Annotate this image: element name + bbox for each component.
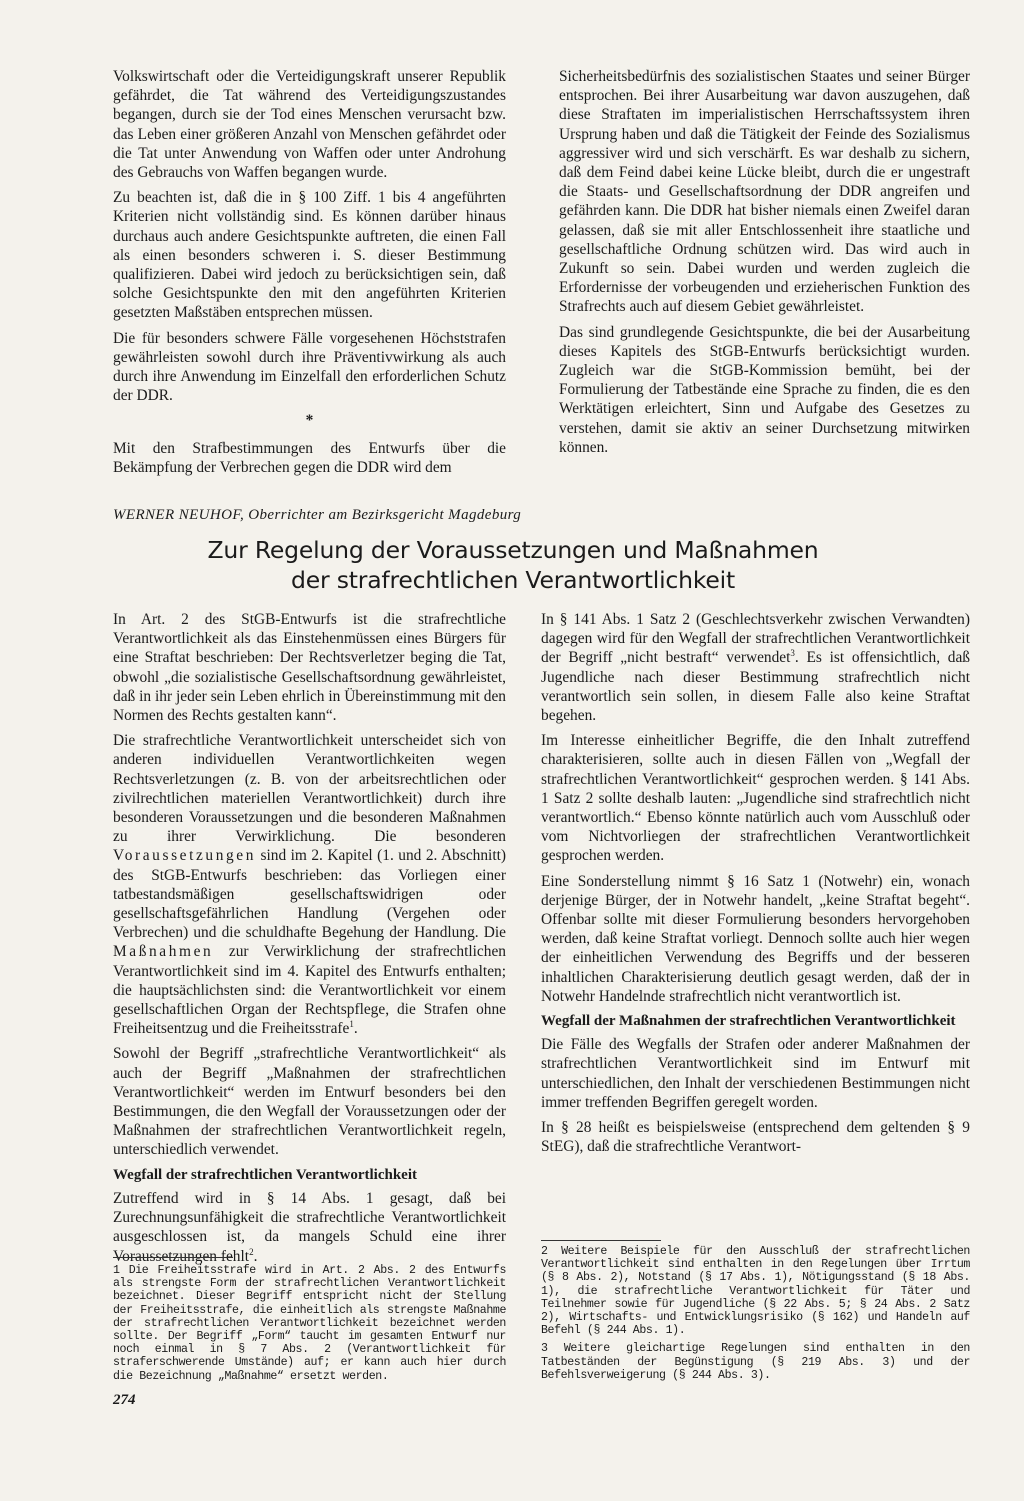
section-separator-asterisk: * bbox=[305, 412, 314, 430]
article-title-line: Zur Regelung der Voraussetzungen und Maßnahmen bbox=[207, 536, 819, 564]
emphasized-term: Voraussetzungen bbox=[113, 847, 257, 865]
footnote-rule bbox=[113, 1257, 233, 1258]
article-title bbox=[118, 535, 908, 595]
paragraph: Mit den Strafbestimmungen des Entwurfs über die Bekämpfung der Verbrechen gegen die DDR wird dem bbox=[113, 439, 506, 476]
paragraph: In § 28 heißt es beispielsweise (entsprechend dem geltenden § 9 StEG), daß die strafrechtliche Verantwort- bbox=[541, 1119, 970, 1156]
paragraph: Zu beachten ist, daß die in § 100 Ziff. 1 bis 4 angeführten Kriterien nicht vollständig sind. Es können darüber hinaus durchaus auch andere Gesichtspunkte auftreten, die einen Fall als einen besonders schweren i. S. dieser Bestimmung qualifizieren. Dabei wird jedoch zu berücksichtigen sein, daß solche Gesichtspunkte den mit den angeführten Kriterien gesetzten Maßstäben entsprechen müssen. bbox=[113, 189, 506, 322]
footnote-ref: 1 bbox=[349, 1019, 354, 1030]
paragraph: Die strafrechtliche Verantwortlichkeit unterscheidet sich von anderen individuellen Verantwortlichkeiten wegen Rechtsverletzungen (z. B. von der arbeitsrechtlichen oder zivilrechtlichen materiellen Verantwortlichkeit) durch ihre besonderen Voraussetzungen und die besonderen Maßnahmen zu ihrer Verwirklichung. Die besonderen Voraussetzungen sind im 2. Kapitel (1. und 2. Abschnitt) des StGB-Entwurfs beschrieben: das Vorliegen einer tatbestandsmäßigen gesellschaftswidrigen oder gesellschaftsgefährlichen Handlung (Vergehen oder Verbrechen) und die schuldhafte Begehung der Handlung. Die Maßnahmen zur Verwirklichung der strafrechtlichen Verantwortlichkeit sind im 4. Kapitel des Entwurfs enthalten; die hauptsächlichsten sind: die Verantwortlichkeit vor einem gesellschaftlichen Organ der Rechtspflege, die Strafen ohne Freiheitsentzug und die Freiheitsstrafe$^1$. bbox=[113, 732, 506, 1038]
section-heading: Wegfall der strafrechtlichen Verantwortlichkeit bbox=[113, 1166, 417, 1183]
page-number: 274 bbox=[113, 1392, 136, 1408]
paragraph: In Art. 2 des StGB-Entwurfs ist die strafrechtliche Verantwortlichkeit als das Einstehenmüssen eines Bürgers für eine Straftat beschrieben: Der Rechtsverletzer beging die Tat, obwohl „die sozialistische Gesellschaftsordnung gewährleistet, daß in ihr jeder sein Leben ehrlich in Übereinstimmung mit den Normen des Rechts gestalten kann“. bbox=[113, 611, 506, 725]
paragraph: Das sind grundlegende Gesichtspunkte, die bei der Ausarbeitung dieses Kapitels des StGB-Entwurfs berücksichtigt wurden. Zugleich war die StGB-Kommission bemüht, bei der Formulierung der Tatbestände eine Sprache zu finden, die es den Werktätigen erleichtert, Sinn und Aufgabe des Gesetzes zu verstehen, damit sie aktiv an seiner Durchsetzung mitwirken können. bbox=[559, 323, 970, 456]
paragraph: Sowohl der Begriff „strafrechtliche Verantwortlichkeit“ als auch der Begriff „Maßnahmen der strafrechtlichen Verantwortlichkeit“ werden im Entwurf besonders bei den Bestimmungen, die den Wegfall der Voraussetzungen oder der Maßnahmen der strafrechtlichen Verantwortlichkeit regeln, unterschiedlich verwendet. bbox=[113, 1045, 506, 1159]
footnotes-left bbox=[113, 1264, 506, 1388]
top-right-column bbox=[559, 67, 970, 457]
paragraph: Volkswirtschaft oder die Verteidigungskraft unserer Republik gefährdet, die Tat während des Verteidigungszustandes begangen, durch sie der Tod eines Menschen verursacht bzw. das Leben einer größeren Anzahl von Menschen gefährdet oder die Tat unter Anwendung von Waffen oder unter Androhung des Gebrauchs von Waffen begangen wurde. bbox=[113, 68, 506, 182]
text-run: zur Verwirklichung der strafrechtlichen Verantwortlichkeit sind im 4. Kapitel des Entwurfs enthalten; die hauptsächlichsten sind: die Verantwortlichkeit vor einem gesellschaftlichen Organ der Rechtspflege, die Strafen ohne Freiheitsentzug und die Freiheitsstrafe bbox=[113, 943, 506, 1038]
paragraph: Im Interesse einheitlicher Begriffe, die den Inhalt zutreffend charakterisieren, sollte auch in diesen Fällen von „Wegfall der strafrechtlichen Verantwortlichkeit“ gesprochen werden. § 141 Abs. 1 Satz 2 sollte deshalb lauten: „Jugendliche sind strafrechtlich nicht verantwortlich.“ Ebenso könnte natürlich auch vom Ausschluß oder vom Nichtvorliegen der strafrechtlichen Verantwortlichkeit gesprochen werden. bbox=[541, 732, 970, 865]
footnote-ref: 3 bbox=[790, 648, 795, 659]
paragraph: Sicherheitsbedürfnis des sozialistischen Staates und seiner Bürger entsprochen. Bei ihrer Ausarbeitung war davon auszugehen, daß diese Straftaten im imperialistischen Herrschaftssystem ihren Ursprung haben und daß die Tätigkeit der Feinde des Sozialismus aggressiver wird und sich verschärft. Es war deshalb zu sichern, daß dem Feind dabei keine Lücke bleibt, durch die er ungestraft die Staats- und Gesellschaftsordnung der DDR angreifen und gefährden kann. Die DDR hat bisher niemals einen Zweifel daran gelassen, daß sie mit aller Entschlossenheit ihre staatliche und gesellschaftliche Ordnung schützen wird. Das wird auch in Zukunft so sein. Dabei wurden und werden zugleich die Erfordernisse der vorbeugenden und erzieherischen Funktion des Strafrechts auch auf diesem Gebiet gewährleistet. bbox=[559, 68, 970, 316]
text-run: . Es ist offensichtlich, daß Jugendliche nach dieser Bestimmung strafrechtlich nicht verantwortlich sein sollen, in diesem Falle also keine Straftat begehen. bbox=[541, 649, 970, 725]
text-run: Zutreffend wird in § 14 Abs. 1 gesagt, daß bei Zurechnungsunfähigkeit die strafrechtliche Verantwortlichkeit ausgeschlossen ist, da mangels Schuld eine ihrer Voraussetzungen fehlt bbox=[113, 1189, 506, 1265]
footnote: 1 Die Freiheitsstrafe wird in Art. 2 Abs. 2 des Entwurfs als strengste Form der strafrechtlichen Verantwortlichkeit bezeichnet. Dieser Begriff entspricht nicht der Stellung der Freiheitsstrafe, die einheitlich als strengste Maßnahme der strafrechtlichen Verantwortlichkeit bezeichnet werden sollte. Der Begriff „Form“ taucht im gesamten Entwurf nur noch einmal in § 7 Abs. 2 (Verantwortlichkeit für straferschwerende Umstände) auf; er kann auch hier durch die Bezeichnung „Maßnahme“ ersetzt werden. bbox=[113, 1264, 506, 1383]
footnote-rule bbox=[541, 1240, 661, 1241]
paragraph: Die für besonders schwere Fälle vorgesehenen Höchststrafen gewährleisten sowohl durch ihre Präventivwirkung als auch durch ihre Anwendung im Einzelfall den erforderlichen Schutz der DDR. bbox=[113, 329, 506, 405]
article-title-line: der strafrechtlichen Verantwortlichkeit bbox=[290, 566, 736, 594]
footnote: 2 Weitere Beispiele für den Ausschluß der strafrechtlichen Verantwortlichkeit sind enthalten in den Regelungen über Irrtum (§ 8 Abs. 2), Notstand (§ 17 Abs. 1), Nötigungsstand (§ 18 Abs. 1), die strafrechtliche Verantwortlichkeit für Täter und Teilnehmer sowie für Jugendliche (§ 22 Abs. 5; § 24 Abs. 2 Satz 2), Wirtschafts- und Entwicklungsrisiko (§ 162) und Handeln auf Befehl (§ 244 Abs. 1). bbox=[541, 1245, 970, 1338]
text-run: In § 141 Abs. 1 Satz 2 (Geschlechtsverkehr zwischen Verwandten) dagegen wird für den Wegfall der strafrechtlichen Verantwortlichkeit der Begriff „nicht bestraft“ verwendet bbox=[541, 611, 970, 667]
article-right-column bbox=[541, 610, 970, 1156]
section-heading: Wegfall der Maßnahmen der strafrechtlichen Verantwortlichkeit bbox=[541, 1013, 956, 1030]
paragraph bbox=[541, 610, 970, 725]
footnotes-right bbox=[541, 1245, 970, 1387]
emphasized-term: Maßnahmen bbox=[113, 943, 214, 961]
article-byline: WERNER NEUHOF, Oberrichter am Bezirksgericht Magdeburg bbox=[113, 507, 522, 523]
footnote-ref: 2 bbox=[249, 1246, 254, 1257]
footnote: 3 Weitere gleichartige Regelungen sind enthalten in den Tatbeständen der Begünstigung (§ 219 Abs. 3) und der Befehlsverweigerung (§ 244 Abs. 3). bbox=[541, 1342, 970, 1382]
paragraph: Die Fälle des Wegfalls der Strafen oder anderer Maßnahmen der strafrechtlichen Verantwortlichkeit sind im Entwurf mit unterschiedlichen, den Inhalt der verschiedenen Bestimmungen nicht immer treffenden Begriffen geregelt worden. bbox=[541, 1036, 970, 1111]
paragraph: Zutreffend wird in § 14 Abs. 1 gesagt, daß bei Zurechnungsunfähigkeit die strafrechtliche Verantwortlichkeit ausgeschlossen ist, da mangels Schuld eine ihrer Voraussetzungen fehlt$^2$. bbox=[113, 1189, 506, 1265]
paragraph: Eine Sonderstellung nimmt § 16 Satz 1 (Notwehr) ein, wonach derjenige Bürger, der in Notwehr handelt, „keine Straftat begeht“. Offenbar sollte mit dieser Formulierung besonders hervorgehoben werden, daß keine Straftat vorliegt. Dennoch sollte auch hier wegen der einheitlichen Verwendung des Begriffs und der besseren inhaltlichen Charakterisierung deutlich gesagt werden, daß der in Notwehr Handelnde strafrechtlich nicht verantwortlich ist. bbox=[541, 872, 970, 1005]
text-run: sind im 2. Kapitel (1. und 2. Abschnitt) des StGB-Entwurfs beschrieben: das Vorliegen einer tatbestandsmäßigen gesellschaftswidrigen oder gesellschaftsgefährlichen Handlung (Vergehen oder Verbrechen) und die schuldhafte Begehung der Handlung. Die bbox=[113, 847, 506, 942]
top-left-column bbox=[113, 67, 506, 477]
article-left-column bbox=[113, 610, 506, 1266]
text-run: Die strafrechtliche Verantwortlichkeit unterscheidet sich von anderen individuellen Verantwortlichkeiten wegen Rechtsverletzungen (z. B. von der arbeitsrechtlichen oder zivilrechtlichen materiellen Verantwortlichkeit) durch ihre besonderen Voraussetzungen und die besonderen Maßnahmen zu ihrer Verwirklichung. Die besonderen bbox=[113, 732, 506, 846]
